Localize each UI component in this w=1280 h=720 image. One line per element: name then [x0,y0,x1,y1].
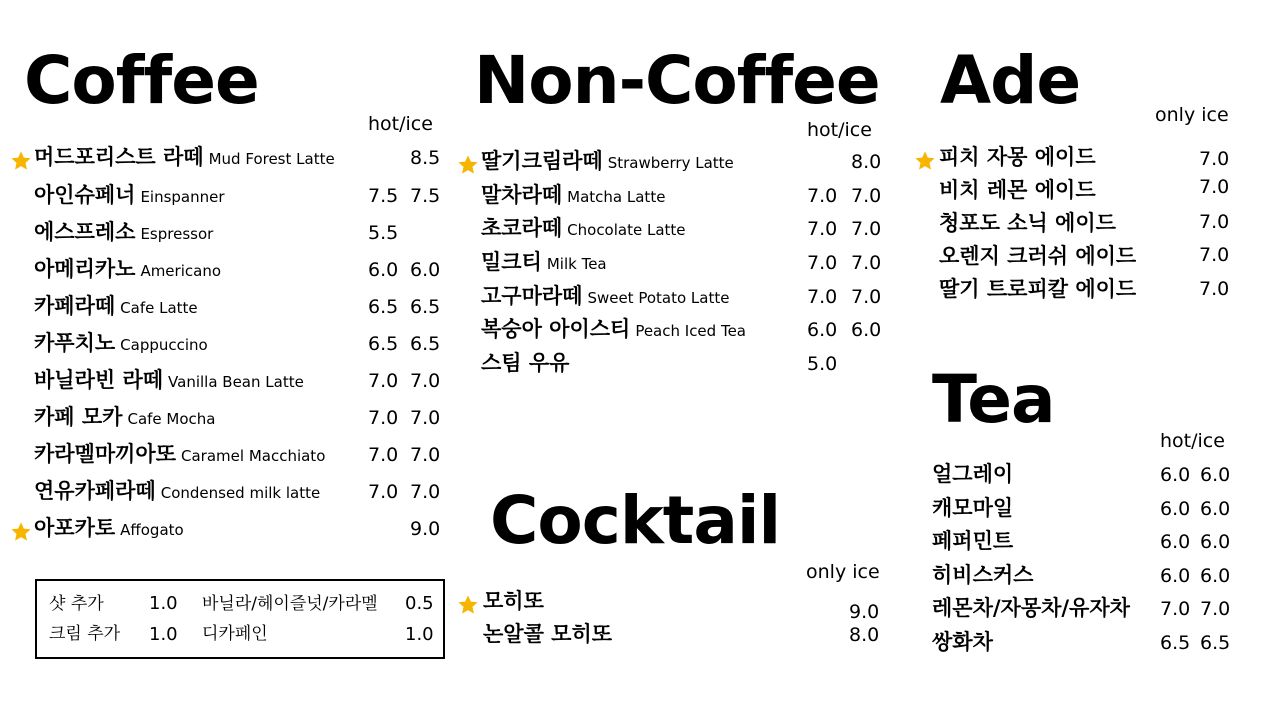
ade-menu-item [914,147,1280,177]
tea-menu-item [930,464,1280,494]
option-price: 1.0 [149,593,178,614]
price-ice: 7.0 [410,481,441,503]
item-name [932,598,1130,619]
price-ice: 9.0 [410,518,441,540]
item-name-english: Strawberry Latte [607,154,734,172]
item-name-korean: 바닐라빈 라떼 [34,368,164,392]
price-price: 9.0 [849,601,880,623]
coffee-menu-item [10,333,470,363]
price-hot: 7.0 [368,444,399,466]
price-ice: 6.5 [410,333,441,355]
item-name-korean: 밀크티 [481,250,542,274]
item-name-english: Mud Forest Latte [208,150,335,168]
ade-menu-item [914,246,1280,276]
ade-menu-item [914,279,1280,309]
item-name [939,213,1116,234]
item-name [939,180,1096,201]
item-name-korean: 초코라떼 [481,216,563,240]
item-name-korean: 청포도 소닉 에이드 [939,211,1116,235]
option-price: 0.5 [405,593,434,614]
noncoffee-menu-item [457,286,917,316]
item-name [483,591,544,612]
price-hot: 6.0 [807,319,838,341]
item-name-korean: 카푸치노 [34,331,116,355]
ade-title: Ade [940,42,1081,119]
item-name [481,185,665,206]
item-name [34,333,208,354]
item-name-korean: 스팀 우유 [481,351,570,375]
star-icon [914,150,936,172]
coffee-menu-item [10,407,470,437]
noncoffee-column-header: hot/ice [807,119,872,141]
item-name [932,464,1013,485]
price-hot: 6.5 [1160,632,1191,654]
ade-menu-item [914,213,1280,243]
noncoffee-menu-item [457,185,917,215]
item-name-korean: 고구마라떼 [481,284,583,308]
star-icon [10,521,32,543]
tea-title: Tea [932,361,1055,438]
item-name-english: Matcha Latte [567,188,666,206]
item-name-korean: 오렌지 크러쉬 에이드 [939,244,1137,268]
price-price: 7.0 [1199,278,1230,300]
item-name-korean: 아인슈페너 [34,183,136,207]
price-hot: 6.0 [1160,565,1191,587]
price-hot: 7.0 [807,286,838,308]
cocktail-column-header: only ice [806,561,880,583]
item-name-korean: 캐모마일 [932,496,1014,520]
item-name-korean: 딸기크림라떼 [481,149,603,173]
item-name-korean: 모히또 [483,589,544,613]
item-name-english: Cafe Latte [120,299,198,317]
price-ice: 8.0 [851,151,882,173]
price-price: 8.0 [849,624,880,646]
option-price: 1.0 [405,624,434,645]
tea-menu-item [930,531,1280,561]
item-name [483,624,612,645]
tea-menu-item [930,632,1280,662]
item-name-korean: 복숭아 아이스티 [481,317,631,341]
tea-column-header: hot/ice [1160,430,1225,452]
item-name-korean: 페퍼민트 [932,529,1014,553]
item-name-english: Sweet Potato Latte [587,289,730,307]
option-label: 크림 추가 [49,624,121,644]
price-ice: 6.0 [1200,565,1231,587]
item-name [481,286,729,307]
cocktail-menu-item [457,624,917,654]
tea-menu-item [930,598,1280,628]
item-name [481,218,686,239]
ade-menu-item [914,176,1280,210]
noncoffee-title: Non-Coffee [474,42,880,119]
item-name-english: Affogato [120,521,184,539]
item-name-english: Einspanner [140,188,225,206]
coffee-menu-item [10,222,470,252]
price-ice: 7.0 [851,286,882,308]
item-name [34,222,213,243]
price-hot: 7.0 [368,481,399,503]
option-label: 샷 추가 [49,594,104,614]
price-ice: 7.0 [410,370,441,392]
price-hot: 5.0 [807,353,838,375]
noncoffee-menu-item [457,252,917,282]
price-hot: 7.5 [368,185,399,207]
price-hot: 6.0 [1160,531,1191,553]
item-name-english: Espressor [140,225,214,243]
cocktail-title: Cocktail [490,482,781,559]
price-ice: 7.0 [410,444,441,466]
item-name-korean: 말차라떼 [481,183,563,207]
price-hot: 7.0 [1160,598,1191,620]
price-ice: 6.0 [1200,498,1231,520]
item-name [34,444,325,465]
price-price: 7.0 [1199,244,1230,266]
item-name-korean: 머드포리스트 라떼 [34,145,204,169]
item-name [481,353,569,374]
price-hot: 6.0 [368,259,399,281]
item-name-korean: 레몬차/자몽차/유자차 [932,596,1130,620]
price-ice: 7.0 [851,218,882,240]
noncoffee-menu-item [457,151,917,181]
coffee-menu-item [10,518,470,548]
tea-menu-item [930,565,1280,595]
star-icon [457,594,479,616]
ade-column-header: only ice [1155,104,1229,126]
item-name-korean: 아포카토 [34,516,116,540]
coffee-menu-item [10,147,470,177]
coffee-menu-item [10,481,470,511]
price-ice: 6.0 [1200,464,1231,486]
item-name-english: Milk Tea [546,255,607,273]
item-name [481,151,734,172]
option-label: 디카페인 [202,624,268,644]
item-name [481,252,607,273]
item-name-korean: 연유카페라떼 [34,479,156,503]
option-label: 바닐라/헤이즐넛/카라멜 [202,594,378,614]
item-name [34,407,215,428]
item-name-korean: 에스프레소 [34,220,136,244]
item-name [939,246,1136,267]
item-name-english: Vanilla Bean Latte [168,373,304,391]
price-ice: 7.0 [851,185,882,207]
item-name [34,296,198,317]
item-name-korean: 얼그레이 [932,462,1014,486]
price-ice: 8.5 [410,147,441,169]
item-name-korean: 비치 레몬 에이드 [939,178,1096,202]
price-hot: 6.5 [368,296,399,318]
price-hot: 7.0 [807,218,838,240]
price-ice: 7.0 [1200,598,1231,620]
item-name [34,518,184,539]
coffee-menu-item [10,185,470,215]
noncoffee-menu-item [457,319,917,349]
item-name [932,531,1013,552]
item-name-korean: 딸기 트로피칼 에이드 [939,277,1137,301]
coffee-menu-item [10,296,470,326]
item-name-korean: 카페 모카 [34,405,123,429]
price-hot: 7.0 [807,185,838,207]
price-ice: 6.0 [851,319,882,341]
price-hot: 7.0 [368,407,399,429]
item-name-korean: 아메리카노 [34,257,136,281]
item-name [932,565,1033,586]
price-price: 7.0 [1199,148,1230,170]
item-name-korean: 논알콜 모히또 [483,622,613,646]
item-name-korean: 카라멜마끼아또 [34,442,177,466]
item-name-korean: 쌍화차 [932,630,993,654]
noncoffee-menu-item [457,353,917,383]
item-name-korean: 히비스커스 [932,563,1034,587]
item-name-korean: 카페라떼 [34,294,116,318]
item-name-english: Caramel Macchiato [181,447,326,465]
price-hot: 7.0 [368,370,399,392]
tea-menu-item [930,498,1280,528]
star-icon [457,154,479,176]
coffee-title: Coffee [24,42,259,119]
item-name [932,632,993,653]
option-price: 1.0 [149,624,178,645]
options-box [35,579,445,659]
price-hot: 6.0 [1160,464,1191,486]
price-ice: 7.0 [851,252,882,274]
item-name-english: Cafe Mocha [127,410,216,428]
item-name-english: Peach Iced Tea [635,322,746,340]
item-name [34,481,320,502]
price-hot: 5.5 [368,222,399,244]
price-hot: 6.5 [368,333,399,355]
coffee-menu-item [10,259,470,289]
price-hot: 6.0 [1160,498,1191,520]
item-name [34,147,335,168]
noncoffee-menu-item [457,218,917,248]
item-name [34,259,221,280]
item-name-english: Condensed milk latte [160,484,321,502]
item-name-english: Cappuccino [120,336,208,354]
price-ice: 6.0 [1200,531,1231,553]
item-name [932,498,1013,519]
price-hot: 7.0 [807,252,838,274]
price-price: 7.0 [1199,176,1230,198]
price-ice: 6.0 [410,259,441,281]
item-name [34,370,304,391]
coffee-menu-item [10,370,470,400]
item-name-english: Chocolate Latte [567,221,686,239]
item-name [939,147,1096,168]
cocktail-menu-item [457,591,917,621]
item-name-korean: 피치 자몽 에이드 [939,145,1096,169]
coffee-menu-item [10,444,470,474]
price-ice: 7.0 [410,407,441,429]
price-price: 7.0 [1199,211,1230,233]
item-name-english: Americano [140,262,221,280]
item-name [34,185,225,206]
price-ice: 6.5 [410,296,441,318]
price-ice: 6.5 [1200,632,1231,654]
price-ice: 7.5 [410,185,441,207]
item-name [939,279,1136,300]
coffee-column-header: hot/ice [368,113,433,135]
item-name [481,319,746,340]
star-icon [10,150,32,172]
